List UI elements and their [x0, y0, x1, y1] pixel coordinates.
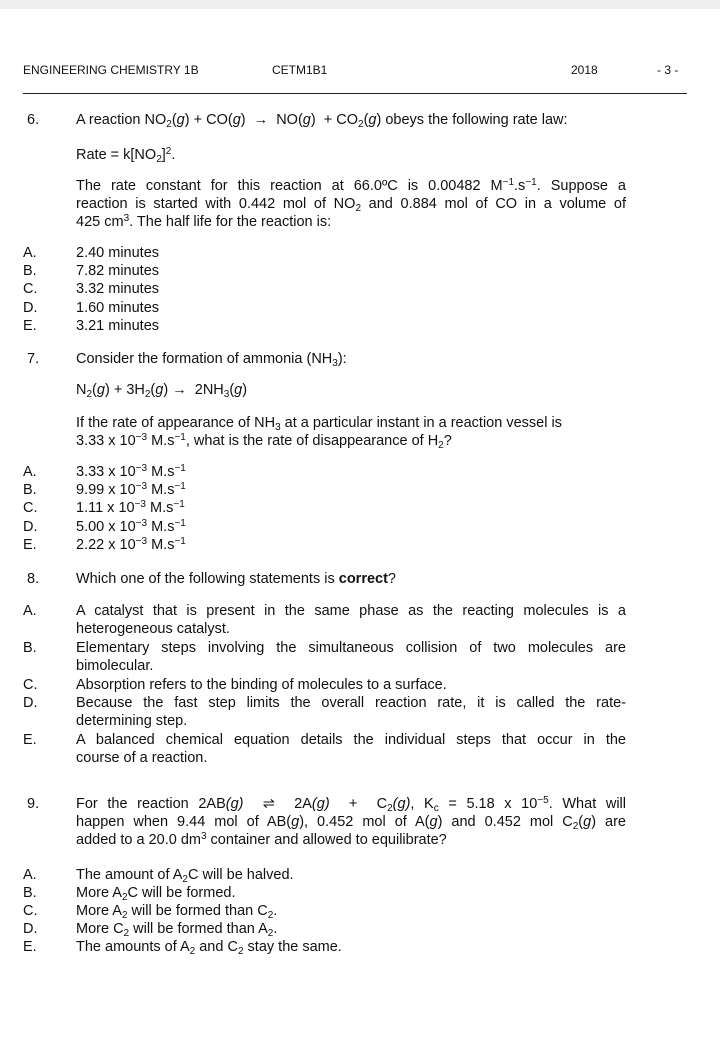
- question-stem: Consider the formation of ammonia $(NH_3)$:: [76, 351, 347, 369]
- question-text-line: added to a 20.0 $dm^3$ container and allowed to equilibrate?: [76, 831, 447, 848]
- option-text: 3.33 x $10^{-3}$ $M.s^{-1}$: [76, 463, 186, 480]
- question-text-line: 425 $cm^3$. The half life for the reaction is:: [76, 213, 332, 230]
- question-text-line: If the rate of appearance of $NH_3$ at a particular instant in a reaction vessel is: [76, 415, 562, 433]
- option-letter: D.: [23, 300, 38, 316]
- option-text: More $A_2$ will be formed than $C_2$.: [76, 903, 278, 921]
- option-text: 5.00 x $10^{-3}$ $M.s^{-1}$: [76, 518, 186, 535]
- option-text: The amount of $A_2C$ will be halved.: [76, 867, 294, 885]
- option-text: 2.22 x $10^{-3}$ $M.s^{-1}$: [76, 536, 186, 553]
- question-text-line: reaction is started with 0.442 mol of $NO_2$ and 0.884 mol of CO in a volume of: [76, 196, 626, 214]
- option-letter: D.: [23, 921, 38, 937]
- option-letter: B.: [23, 482, 37, 498]
- question-number: 7.: [27, 351, 40, 367]
- option-letter: C.: [23, 677, 38, 693]
- option-text: 3.32 minutes: [76, 281, 160, 297]
- question-text-line: For the reaction 2AB(g) ⇌ $2A(g) + C_2(g)$, $K_c = 5.18$ x $10^{-5}$. What will: [76, 795, 626, 814]
- page-number: - 3 -: [657, 63, 679, 77]
- option-text: bimolecular.: [76, 658, 154, 674]
- option-letter: D.: [23, 519, 38, 535]
- option-text: The amounts of $A_2$ and $C_2$ stay the same.: [76, 939, 342, 957]
- option-letter: E.: [23, 939, 37, 955]
- course-name: ENGINEERING CHEMISTRY 1B: [23, 63, 199, 77]
- option-letter: E.: [23, 318, 37, 334]
- question-number: 9.: [27, 796, 40, 812]
- option-letter: C.: [23, 281, 38, 297]
- question-number: 8.: [27, 571, 40, 587]
- option-letter: D.: [23, 695, 38, 711]
- exam-year: 2018: [571, 63, 598, 77]
- option-text: 2.40 minutes: [76, 245, 160, 261]
- top-margin-strip: [0, 0, 720, 9]
- option-letter: A.: [23, 245, 37, 261]
- option-text: 1.60 minutes: [76, 300, 160, 316]
- option-letter: B.: [23, 263, 37, 279]
- option-letter: B.: [23, 885, 37, 901]
- option-text: Elementary steps involving the simultaneous collision of two molecules are: [76, 640, 626, 656]
- option-text: determining step.: [76, 713, 188, 729]
- option-text: Absorption refers to the binding of molecules to a surface.: [76, 677, 447, 693]
- option-text: 1.11 x $10^{-3}$ $M.s^{-1}$: [76, 499, 185, 516]
- option-letter: C.: [23, 500, 38, 516]
- option-letter: E.: [23, 537, 37, 553]
- option-text: heterogeneous catalyst.: [76, 621, 230, 637]
- option-text: More $A_2C$ will be formed.: [76, 885, 236, 903]
- reaction-equation: $N_2(g) + 3H_2(g) \to 2NH_3(g)$: [76, 382, 248, 400]
- question-text-line: 3.33 x $10^{-3}$ $M.s^{-1}$, what is the rate of disappearance of $H_2$?: [76, 432, 452, 451]
- question-text-line: happen when 9.44 mol of AB(g), 0.452 mol of A(g) and 0.452 mol $C_2(g)$ are: [76, 814, 626, 832]
- option-text: A catalyst that is present in the same phase as the reacting molecules is a: [76, 603, 626, 619]
- option-letter: B.: [23, 640, 37, 656]
- option-letter: A.: [23, 603, 37, 619]
- rate-law: Rate = $k[NO_2]^2$.: [76, 146, 176, 165]
- option-text: Because the fast step limits the overall reaction rate, it is called the rate-: [76, 695, 626, 711]
- option-text: More $C_2$ will be formed than $A_2$.: [76, 921, 278, 939]
- option-text: 7.82 minutes: [76, 263, 160, 279]
- question-stem: Which one of the following statements is correct?: [76, 571, 396, 587]
- option-letter: A.: [23, 464, 37, 480]
- option-letter: A.: [23, 867, 37, 883]
- question-stem: A reaction $NO_2(g) + CO(g) \to NO(g) + CO_2(g)$ obeys the following rate law:: [76, 112, 568, 130]
- question-number: 6.: [27, 112, 40, 128]
- option-text: 9.99 x $10^{-3}$ $M.s^{-1}$: [76, 481, 186, 498]
- option-text: course of a reaction.: [76, 750, 208, 766]
- option-text: 3.21 minutes: [76, 318, 160, 334]
- option-letter: E.: [23, 732, 37, 748]
- header-rule: [23, 93, 687, 94]
- option-letter: C.: [23, 903, 38, 919]
- question-text-line: The rate constant for this reaction at 66.0ºC is 0.00482 $M^{-1}.s^{-1}$. Suppose a: [76, 177, 626, 194]
- course-code: CETM1B1: [272, 63, 328, 77]
- option-text: A balanced chemical equation details the individual steps that occur in the: [76, 732, 626, 748]
